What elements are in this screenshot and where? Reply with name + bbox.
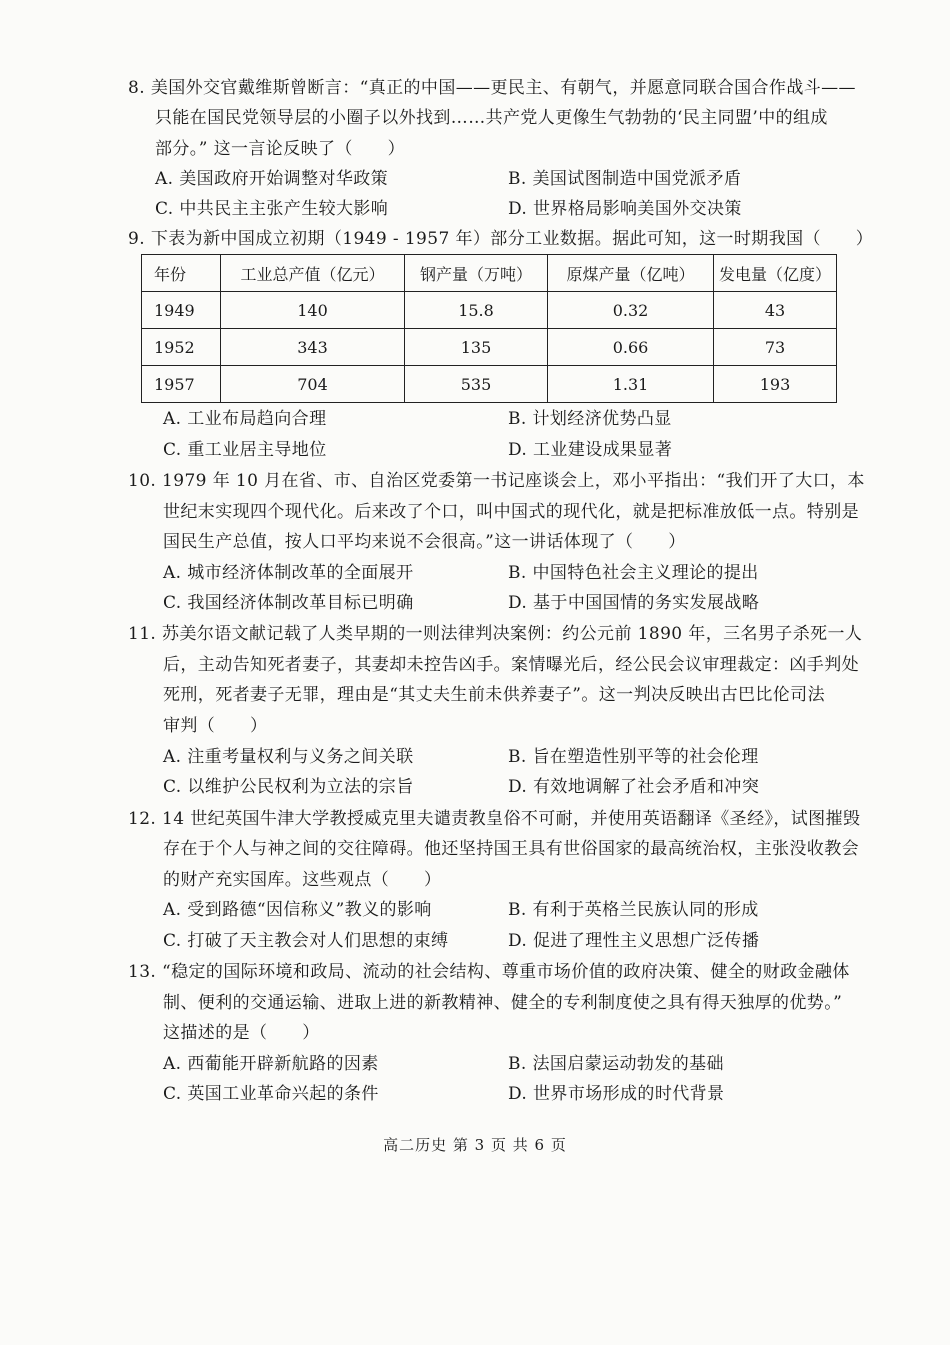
- table-cell: 1.31: [548, 366, 714, 403]
- q11-line-1: 11. 苏美尔语文献记载了人类早期的一则法律判决案例：约公元前 1890 年，三名男子杀死一人: [128, 624, 863, 644]
- q9-option-b[interactable]: B. 计划经济优势凸显: [508, 409, 672, 429]
- q13-line-2: 制、便利的交通运输、进取上进的新教精神、健全的专利制度使之具有得天独厚的优势。”: [163, 993, 843, 1013]
- q8-option-a[interactable]: A. 美国政府开始调整对华政策: [155, 169, 389, 189]
- table-cell: 343: [221, 329, 405, 366]
- table-header-cell: 工业总产值（亿元）: [221, 255, 405, 292]
- q8-option-d[interactable]: D. 世界格局影响美国外交决策: [508, 199, 742, 219]
- q8-line-3: 部分。” 这一言论反映了（ ）: [155, 139, 405, 159]
- table-row: [142, 292, 837, 329]
- table-cell: 1949: [142, 292, 221, 329]
- industry-data-table: [141, 254, 837, 403]
- q13-option-d[interactable]: D. 世界市场形成的时代背景: [508, 1084, 725, 1104]
- q9-line-1: 9. 下表为新中国成立初期（1949 - 1957 年）部分工业数据。据此可知，这一时期我国（ ）: [128, 229, 874, 249]
- q12-line-2: 存在于个人与神之间的交往障碍。他还坚持国王具有世俗国家的最高统治权，主张没收教会: [163, 839, 859, 859]
- q11-option-a[interactable]: A. 注重考量权利与义务之间关联: [163, 747, 414, 767]
- table-cell: 1957: [142, 366, 221, 403]
- q11-line-4: 审判（ ）: [163, 716, 268, 736]
- table-cell: 0.32: [548, 292, 714, 329]
- table-cell: 704: [221, 366, 405, 403]
- q9-option-d[interactable]: D. 工业建设成果显著: [508, 440, 673, 460]
- table-row: [142, 329, 837, 366]
- table-cell: 193: [714, 366, 837, 403]
- table-header-cell: 发电量（亿度）: [714, 255, 837, 292]
- q10-option-c[interactable]: C. 我国经济体制改革目标已明确: [163, 593, 414, 613]
- q13-line-1: 13. “稳定的国际环境和政局、流动的社会结构、尊重市场价值的政府决策、健全的财政金融体: [128, 962, 850, 982]
- q12-line-1: 12. 14 世纪英国牛津大学教授威克里夫谴责教皇俗不可耐，并使用英语翻译《圣经》，试图摧毁: [128, 809, 861, 829]
- q11-option-c[interactable]: C. 以维护公民权利为立法的宗旨: [163, 777, 414, 797]
- table-row: [142, 366, 837, 403]
- q10-option-d[interactable]: D. 基于中国国情的务实发展战略: [508, 593, 760, 613]
- q11-option-b[interactable]: B. 旨在塑造性别平等的社会伦理: [508, 747, 759, 767]
- table-header-cell: 年份: [142, 255, 221, 292]
- table-cell: 535: [405, 366, 548, 403]
- q8-option-b[interactable]: B. 美国试图制造中国党派矛盾: [508, 169, 742, 189]
- q8-option-c[interactable]: C. 中共民主主张产生较大影响: [155, 199, 389, 219]
- q9-option-c[interactable]: C. 重工业居主导地位: [163, 440, 327, 460]
- table-cell: 15.8: [405, 292, 548, 329]
- q10-option-b[interactable]: B. 中国特色社会主义理论的提出: [508, 563, 759, 583]
- q13-option-a[interactable]: A. 西葡能开辟新航路的因素: [163, 1054, 379, 1074]
- q12-option-b[interactable]: B. 有利于英格兰民族认同的形成: [508, 900, 759, 920]
- table-cell: 1952: [142, 329, 221, 366]
- q11-line-3: 死刑，死者妻子无罪，理由是“其丈夫生前未供养妻子”。这一判决反映出古巴比伦司法: [163, 685, 825, 705]
- table-cell: 73: [714, 329, 837, 366]
- table-cell: 0.66: [548, 329, 714, 366]
- q11-option-d[interactable]: D. 有效地调解了社会矛盾和冲突: [508, 777, 760, 797]
- page-footer: 高二历史 第 3 页 共 6 页: [383, 1136, 567, 1154]
- q12-line-3: 的财产充实国库。这些观点（ ）: [163, 870, 442, 890]
- q13-line-3: 这描述的是（ ）: [163, 1023, 320, 1043]
- q12-option-d[interactable]: D. 促进了理性主义思想广泛传播: [508, 931, 760, 951]
- table-header-cell: 原煤产量（亿吨）: [548, 255, 714, 292]
- q9-option-a[interactable]: A. 工业布局趋向合理: [163, 409, 327, 429]
- q8-line-2: 只能在国民党领导层的小圈子以外找到……共产党人更像生气勃勃的‘民主同盟’中的组成: [155, 108, 828, 128]
- table-cell: 43: [714, 292, 837, 329]
- q12-option-a[interactable]: A. 受到路德“因信称义”教义的影响: [163, 900, 432, 920]
- table-header-row: [142, 255, 837, 292]
- table-cell: 135: [405, 329, 548, 366]
- q8-line-1: 8. 美国外交官戴维斯曾断言：“真正的中国——更民主、有朝气，并愿意同联合国合作战斗——: [128, 78, 856, 98]
- q10-line-1: 10. 1979 年 10 月在省、市、自治区党委第一书记座谈会上，邓小平指出：“我们开了大口，本: [128, 471, 865, 491]
- q12-option-c[interactable]: C. 打破了天主教会对人们思想的束缚: [163, 931, 449, 951]
- q10-line-2: 世纪末实现四个现代化。后来改了个口，叫中国式的现代化，就是把标准放低一点。特别是: [163, 502, 859, 522]
- q10-line-3: 国民生产总值，按人口平均来说不会很高。”这一讲话体现了（ ）: [163, 532, 686, 552]
- q11-line-2: 后，主动告知死者妻子，其妻却未控告凶手。案情曝光后，经公民会议审理裁定：凶手判处: [163, 655, 859, 675]
- q10-option-a[interactable]: A. 城市经济体制改革的全面展开: [163, 563, 414, 583]
- q13-option-c[interactable]: C. 英国工业革命兴起的条件: [163, 1084, 379, 1104]
- table-header-cell: 钢产量（万吨）: [405, 255, 548, 292]
- q13-option-b[interactable]: B. 法国启蒙运动勃发的基础: [508, 1054, 724, 1074]
- table-cell: 140: [221, 292, 405, 329]
